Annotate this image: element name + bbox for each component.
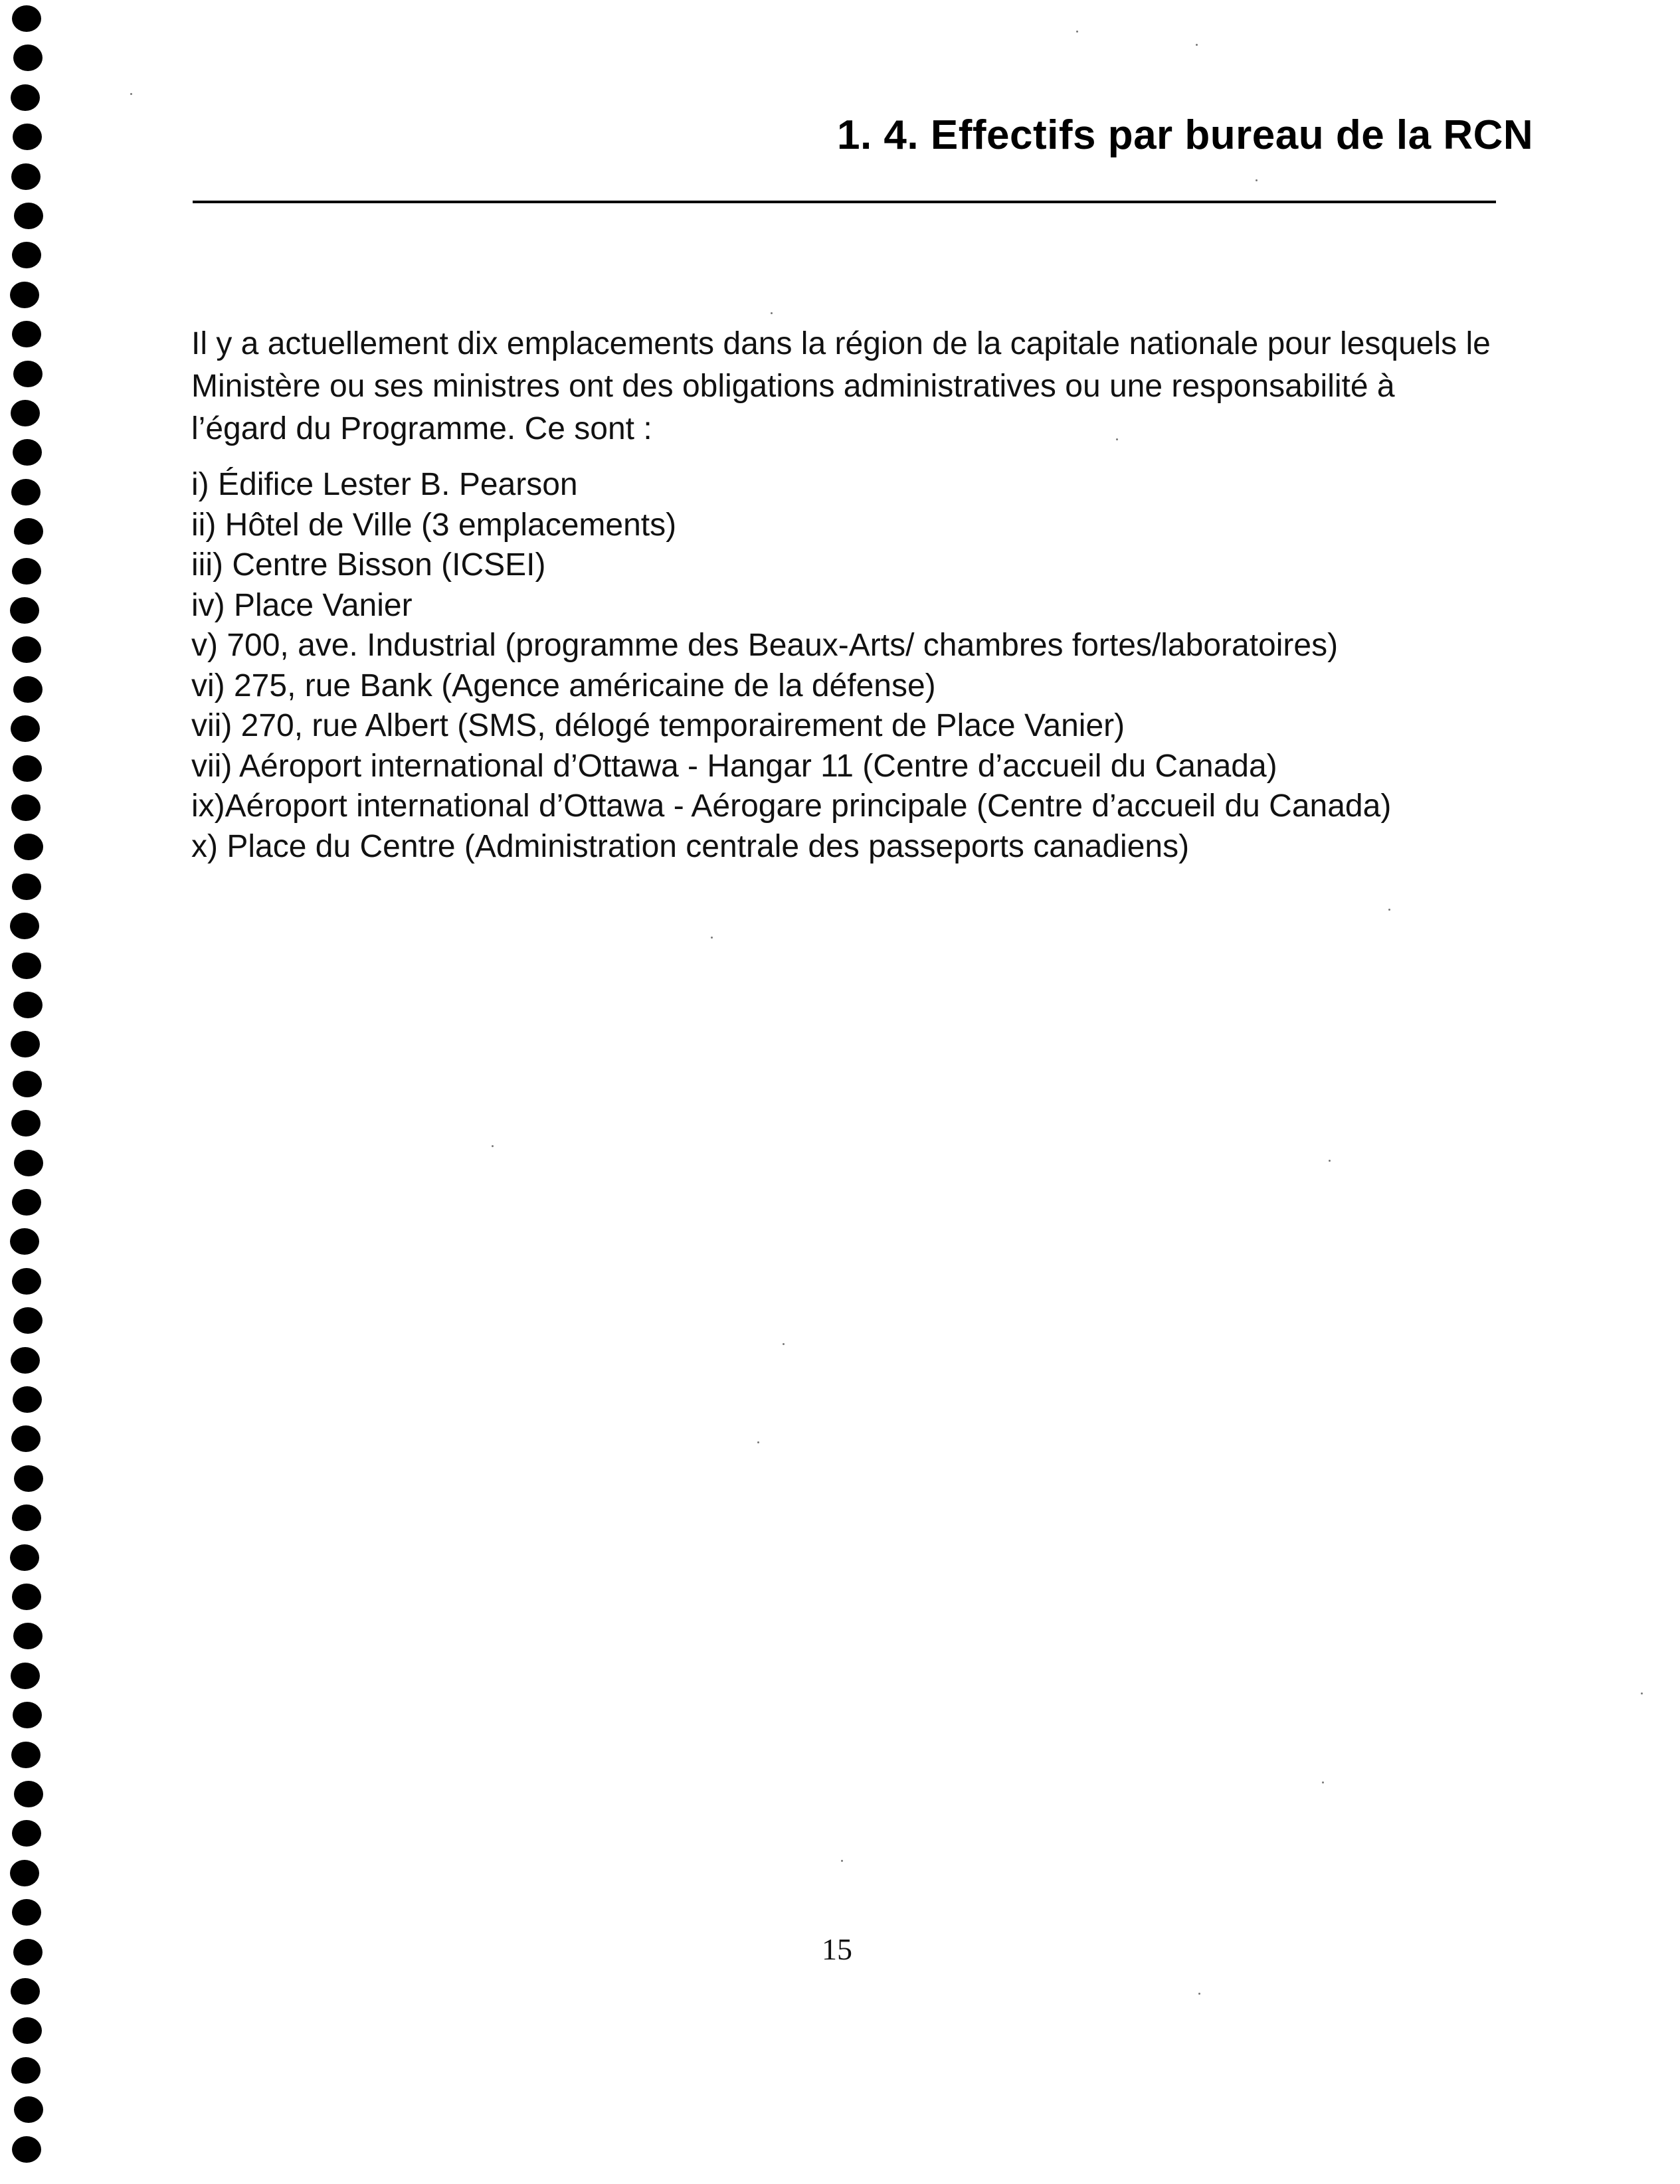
binding-hole [14,834,43,860]
list-item: iv) Place Vanier [191,587,413,623]
binding-hole [14,1465,43,1492]
binding-hole [11,1978,40,2005]
binding-hole [13,1071,42,1097]
binding-hole [14,518,43,545]
binding-hole [11,1742,41,1768]
scan-speck [757,1441,759,1443]
binding-hole [10,282,39,308]
binding-hole [12,1899,41,1926]
binding-hole [14,2096,43,2123]
binding-hole [10,913,39,939]
scan-speck [1256,179,1258,181]
binding-hole [11,400,40,426]
binding-hole [12,558,41,585]
binding-hole [11,163,41,190]
binding-hole [12,953,41,979]
binding-hole [11,1425,41,1452]
binding-hole [11,2057,41,2084]
intro-paragraph: Il y a actuellement dix emplacements dans la région de la capitale nationale pour lesquels le Ministère ou ses ministres ont des obligations administratives ou une responsabilité à l’égard du Programme. Ce sont : [191,326,1491,446]
binding-hole [11,715,40,742]
binding-hole [13,992,43,1018]
binding-hole [13,2017,42,2044]
page-number: 15 [822,1932,852,1966]
binding-hole [13,1307,43,1334]
binding-hole [10,1860,39,1886]
binding-hole [12,1584,41,1610]
binding-hole [13,361,43,387]
scan-speck [1322,1781,1324,1783]
binding-hole [12,1504,41,1531]
binding-hole [10,1544,39,1571]
scan-speck [1196,44,1198,46]
scan-speck [1198,1993,1200,1995]
scan-speck [711,937,713,939]
list-item: iii) Centre Bisson (ICSEI) [191,547,546,583]
binding-hole [13,1623,43,1649]
section-heading: 1. 4. Effectifs par bureau de la RCN [837,112,1534,158]
scan-speck [1329,1160,1331,1162]
binding-hole [12,1820,41,1847]
scan-speck [1641,1692,1643,1694]
scan-speck [492,1145,494,1147]
binding-hole [12,321,41,347]
binding-hole [13,1939,43,1965]
list-item: i) Édifice Lester B. Pearson [191,467,578,502]
list-item: ix)Aéroport international d’Ottawa - Aérogare principale (Centre d’accueil du Canada) [191,788,1392,824]
binding-hole [12,1268,41,1295]
list-item: vi) 275, rue Bank (Agence américaine de la défense) [191,668,936,703]
scan-speck [1388,909,1390,911]
binding-hole [12,873,41,900]
binding-hole [12,636,41,663]
scan-speck [783,1343,785,1345]
binding-hole [13,1386,42,1413]
scan-speck [841,1860,843,1862]
binding-hole [11,1663,40,1689]
scan-speck [1116,438,1118,440]
binding-hole [14,1781,43,1807]
binding-hole [11,1031,40,1057]
locations-list [191,465,1586,867]
scan-speck [1076,31,1078,33]
binding-hole [13,676,43,703]
binding-hole [11,1347,40,1374]
binding-hole [12,2136,41,2163]
binding-hole [13,124,42,150]
list-item: x) Place du Centre (Administration centrale des passeports canadiens) [191,828,1190,864]
binding-hole [13,45,43,71]
binding-hole [11,1110,41,1137]
list-item: v) 700, ave. Industrial (programme des Beaux-Arts/ chambres fortes/laboratoires) [191,628,1339,663]
list-item: vii) 270, rue Albert (SMS, délogé temporairement de Place Vanier) [191,708,1125,743]
binding-hole [13,755,42,782]
binding-hole [11,794,41,821]
binding-hole [13,439,42,466]
list-item: vii) Aéroport international d’Ottawa - Hangar 11 (Centre d’accueil du Canada) [191,748,1277,784]
binding-hole [12,1189,41,1216]
binding-hole [12,242,41,268]
binding-hole [13,1702,42,1728]
binding-holes [12,0,45,2184]
binding-hole [11,84,40,111]
scan-speck [130,93,132,95]
binding-hole [12,5,41,32]
binding-hole [10,1228,39,1255]
binding-hole [14,1150,43,1176]
binding-hole [14,203,43,229]
binding-hole [10,597,39,624]
scan-speck [771,312,773,314]
heading-rule [193,201,1496,203]
binding-hole [11,479,41,505]
list-item: ii) Hôtel de Ville (3 emplacements) [191,507,677,543]
